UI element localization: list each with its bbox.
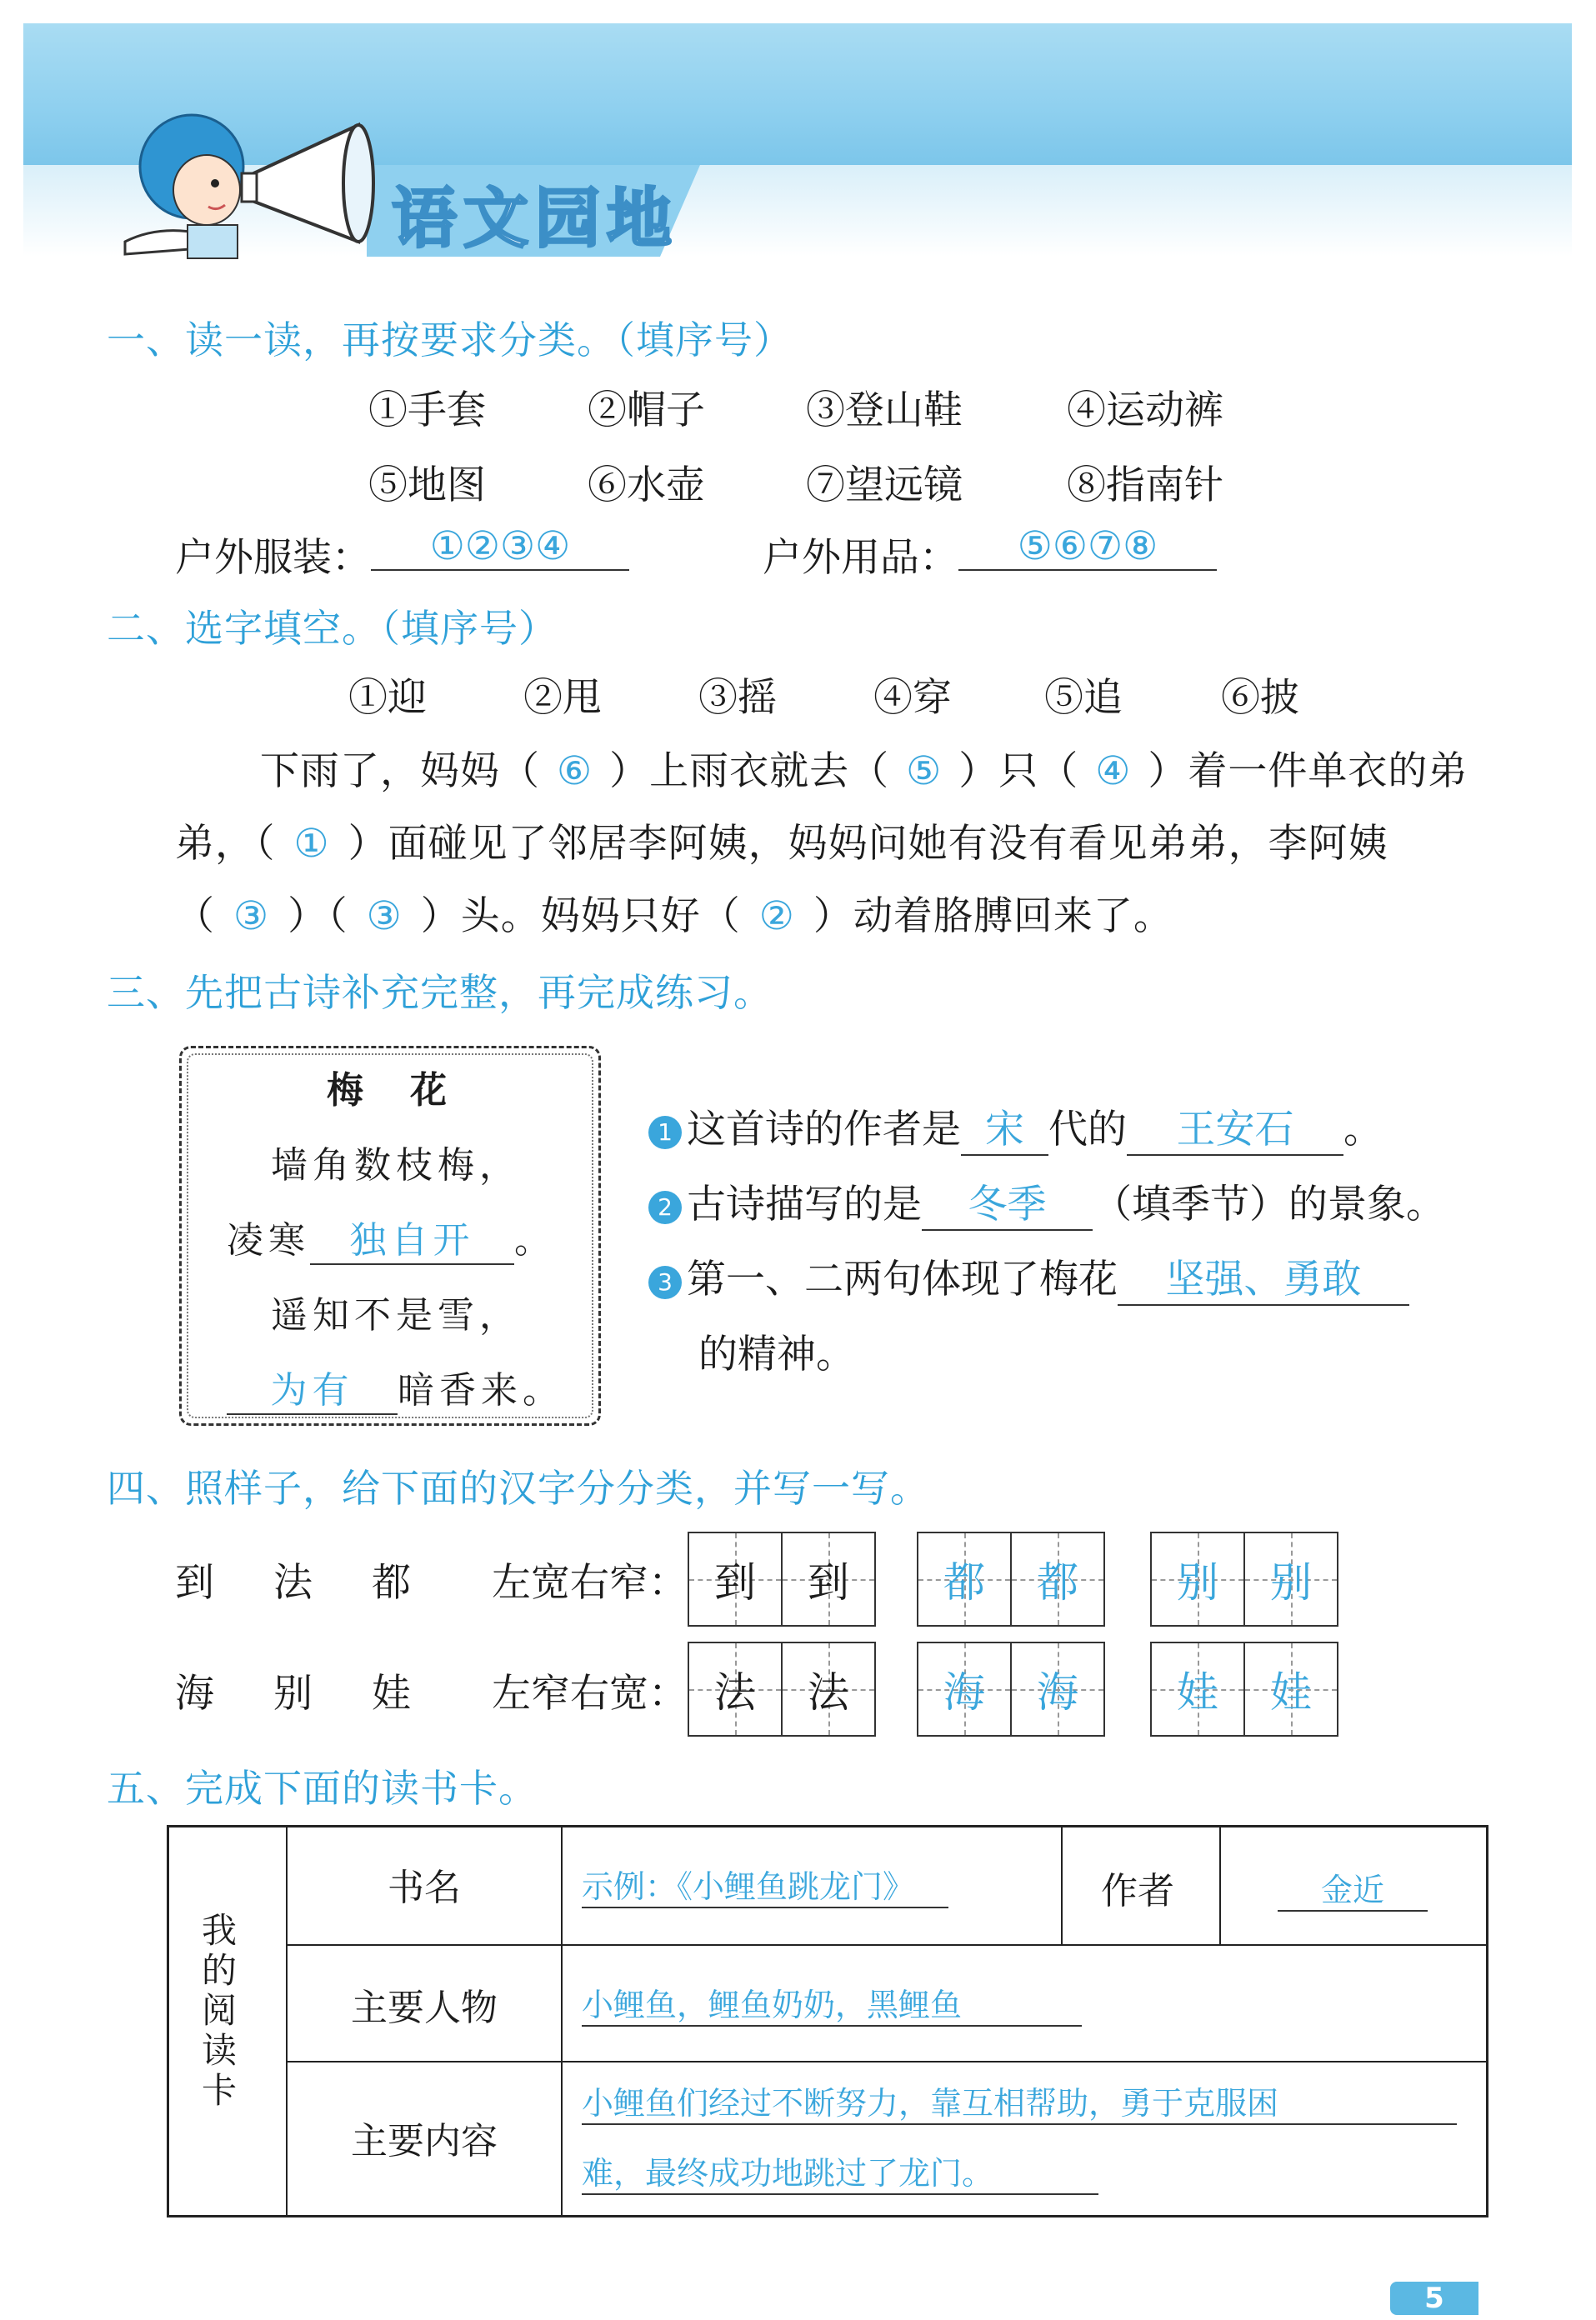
grid-char: 法: [808, 1668, 849, 1717]
option-7: ⑦望远镜: [806, 462, 963, 508]
grid-char: 都: [943, 1558, 985, 1607]
q1-blank-dynasty[interactable]: 宋: [961, 1098, 1048, 1156]
narrow-wide-label: 左窄右宽：: [492, 1671, 688, 1717]
char-option-5: ⑤追: [1044, 675, 1123, 721]
char-option-1: ①迎: [348, 675, 427, 721]
option-2: ②帽子: [588, 388, 705, 433]
section-1-heading: 一、读一读，再按要求分类。（填序号）: [107, 318, 793, 362]
main-characters-answer[interactable]: 小鲤鱼，鲤鱼奶奶，黑鲤鱼: [582, 1979, 1082, 2027]
blank-2[interactable]: ⑤: [906, 748, 943, 794]
page-number: 5: [1390, 2282, 1478, 2315]
grid-char: 娃: [1270, 1668, 1312, 1717]
poem-blank-1[interactable]: 独自开: [310, 1210, 514, 1265]
grid-char: 到: [714, 1558, 756, 1607]
char-option-2: ②甩: [523, 675, 602, 721]
grid-sample-1: [688, 1532, 876, 1627]
number-1-icon: 1: [648, 1116, 682, 1149]
outdoor-clothes-answer[interactable]: ①②③④: [371, 523, 629, 571]
passage-line-1: 下雨了，妈妈（ ⑥ ）上雨衣就去（ ⑤ ）只（ ④ ）着一件单衣的弟: [260, 748, 1468, 794]
blank-3[interactable]: ④: [1095, 748, 1132, 794]
question-3-end: 的精神。: [698, 1332, 855, 1378]
grid-char: 法: [714, 1668, 756, 1717]
grid-char: 海: [943, 1668, 985, 1717]
girl-megaphone-icon: [108, 100, 383, 267]
char-option-4: ④穿: [873, 675, 952, 721]
option-6: ⑥水壶: [588, 462, 705, 508]
passage-line-2: 弟，（ ① ）面碰见了邻居李阿姨，妈妈问她有没有看见弟弟，李阿姨: [175, 821, 1388, 867]
chars-row-2: 海 别 娃: [175, 1671, 421, 1717]
outdoor-items-answer[interactable]: ⑤⑥⑦⑧: [958, 523, 1217, 571]
char-option-3: ③摇: [698, 675, 777, 721]
grid-char: 别: [1270, 1558, 1312, 1607]
card-side-title: 我 的 阅 读 卡: [201, 1910, 237, 2111]
main-content-answer-line-1[interactable]: 小鲤鱼们经过不断努力，靠互相帮助，勇于克服困: [582, 2078, 1457, 2125]
blank-6[interactable]: ③: [366, 893, 403, 939]
main-content-label: 主要内容: [351, 2120, 498, 2162]
outdoor-clothes-label: 户外服装：: [175, 535, 371, 581]
chars-row-1: 到 法 都: [175, 1560, 421, 1606]
wide-narrow-label: 左宽右窄：: [492, 1560, 688, 1606]
option-3: ③登山鞋: [806, 388, 963, 433]
grid-answer-3[interactable]: [917, 1642, 1105, 1737]
blank-5[interactable]: ③: [233, 893, 270, 939]
book-name-answer[interactable]: 示例：《小鲤鱼跳龙门》: [582, 1861, 948, 1908]
grid-char: 娃: [1177, 1668, 1218, 1717]
question-2: 2 古诗描写的是 冬季 （填季节）的景象。: [648, 1173, 1445, 1231]
q2-blank-season[interactable]: 冬季: [922, 1173, 1093, 1231]
blank-7[interactable]: ②: [758, 893, 795, 939]
section-3-heading: 三、先把古诗补充完整，再完成练习。: [107, 970, 773, 1015]
main-content-answer-line-2[interactable]: 难，最终成功地跳过了龙门。: [582, 2148, 1098, 2195]
option-4: ④运动裤: [1067, 388, 1223, 433]
option-8: ⑧指南针: [1067, 462, 1223, 508]
passage-line-3: （ ③ ）（ ③ ）头。妈妈只好（ ② ）动着胳膊回来了。: [175, 893, 1173, 939]
section-5-heading: 五、完成下面的读书卡。: [107, 1766, 538, 1811]
question-3: 3 第一、二两句体现了梅花 坚强、勇敢: [648, 1248, 1409, 1306]
q3-blank-spirit[interactable]: 坚强、勇敢: [1118, 1248, 1409, 1306]
author-answer[interactable]: 金近: [1278, 1864, 1428, 1912]
q1-blank-author[interactable]: 王安石: [1127, 1098, 1343, 1156]
reading-card: [167, 1825, 1488, 2218]
grid-char: 都: [1037, 1558, 1078, 1607]
blank-4[interactable]: ①: [293, 821, 330, 867]
number-3-icon: 3: [648, 1266, 682, 1299]
main-characters-label: 主要人物: [351, 1987, 498, 2029]
blank-1[interactable]: ⑥: [557, 748, 593, 794]
poem-blank-2[interactable]: 为有: [227, 1360, 398, 1415]
grid-answer-4[interactable]: [1150, 1642, 1338, 1737]
grid-answer-2[interactable]: [1150, 1532, 1338, 1627]
outdoor-items-label: 户外用品：: [763, 535, 958, 581]
option-5: ⑤地图: [368, 462, 486, 508]
poem-line-2: 凌寒 独自开 。: [227, 1210, 556, 1265]
poem-line-3: 遥知不是雪，: [271, 1294, 521, 1337]
grid-char: 别: [1177, 1558, 1218, 1607]
poem-line-4: 为有 暗香来。: [227, 1360, 564, 1415]
grid-char: 到: [808, 1558, 849, 1607]
question-1: 1 这首诗的作者是 宋 代的 王安石 。: [648, 1098, 1383, 1156]
book-name-label: 书名: [388, 1867, 461, 1909]
option-1: ①手套: [368, 388, 486, 433]
poem-line-1: 墙角数枝梅，: [271, 1144, 521, 1187]
section-4-heading: 四、照样子，给下面的汉字分分类，并写一写。: [107, 1466, 929, 1511]
page-title: 语文园地: [392, 182, 679, 257]
grid-answer-1[interactable]: [917, 1532, 1105, 1627]
poem-title: 梅 花: [327, 1069, 452, 1112]
grid-char: 海: [1037, 1668, 1078, 1717]
author-label: 作者: [1101, 1870, 1174, 1912]
char-option-6: ⑥披: [1221, 675, 1299, 721]
grid-sample-2: [688, 1642, 876, 1737]
number-2-icon: 2: [648, 1191, 682, 1224]
section-2-heading: 二、选字填空。（填序号）: [107, 606, 558, 651]
